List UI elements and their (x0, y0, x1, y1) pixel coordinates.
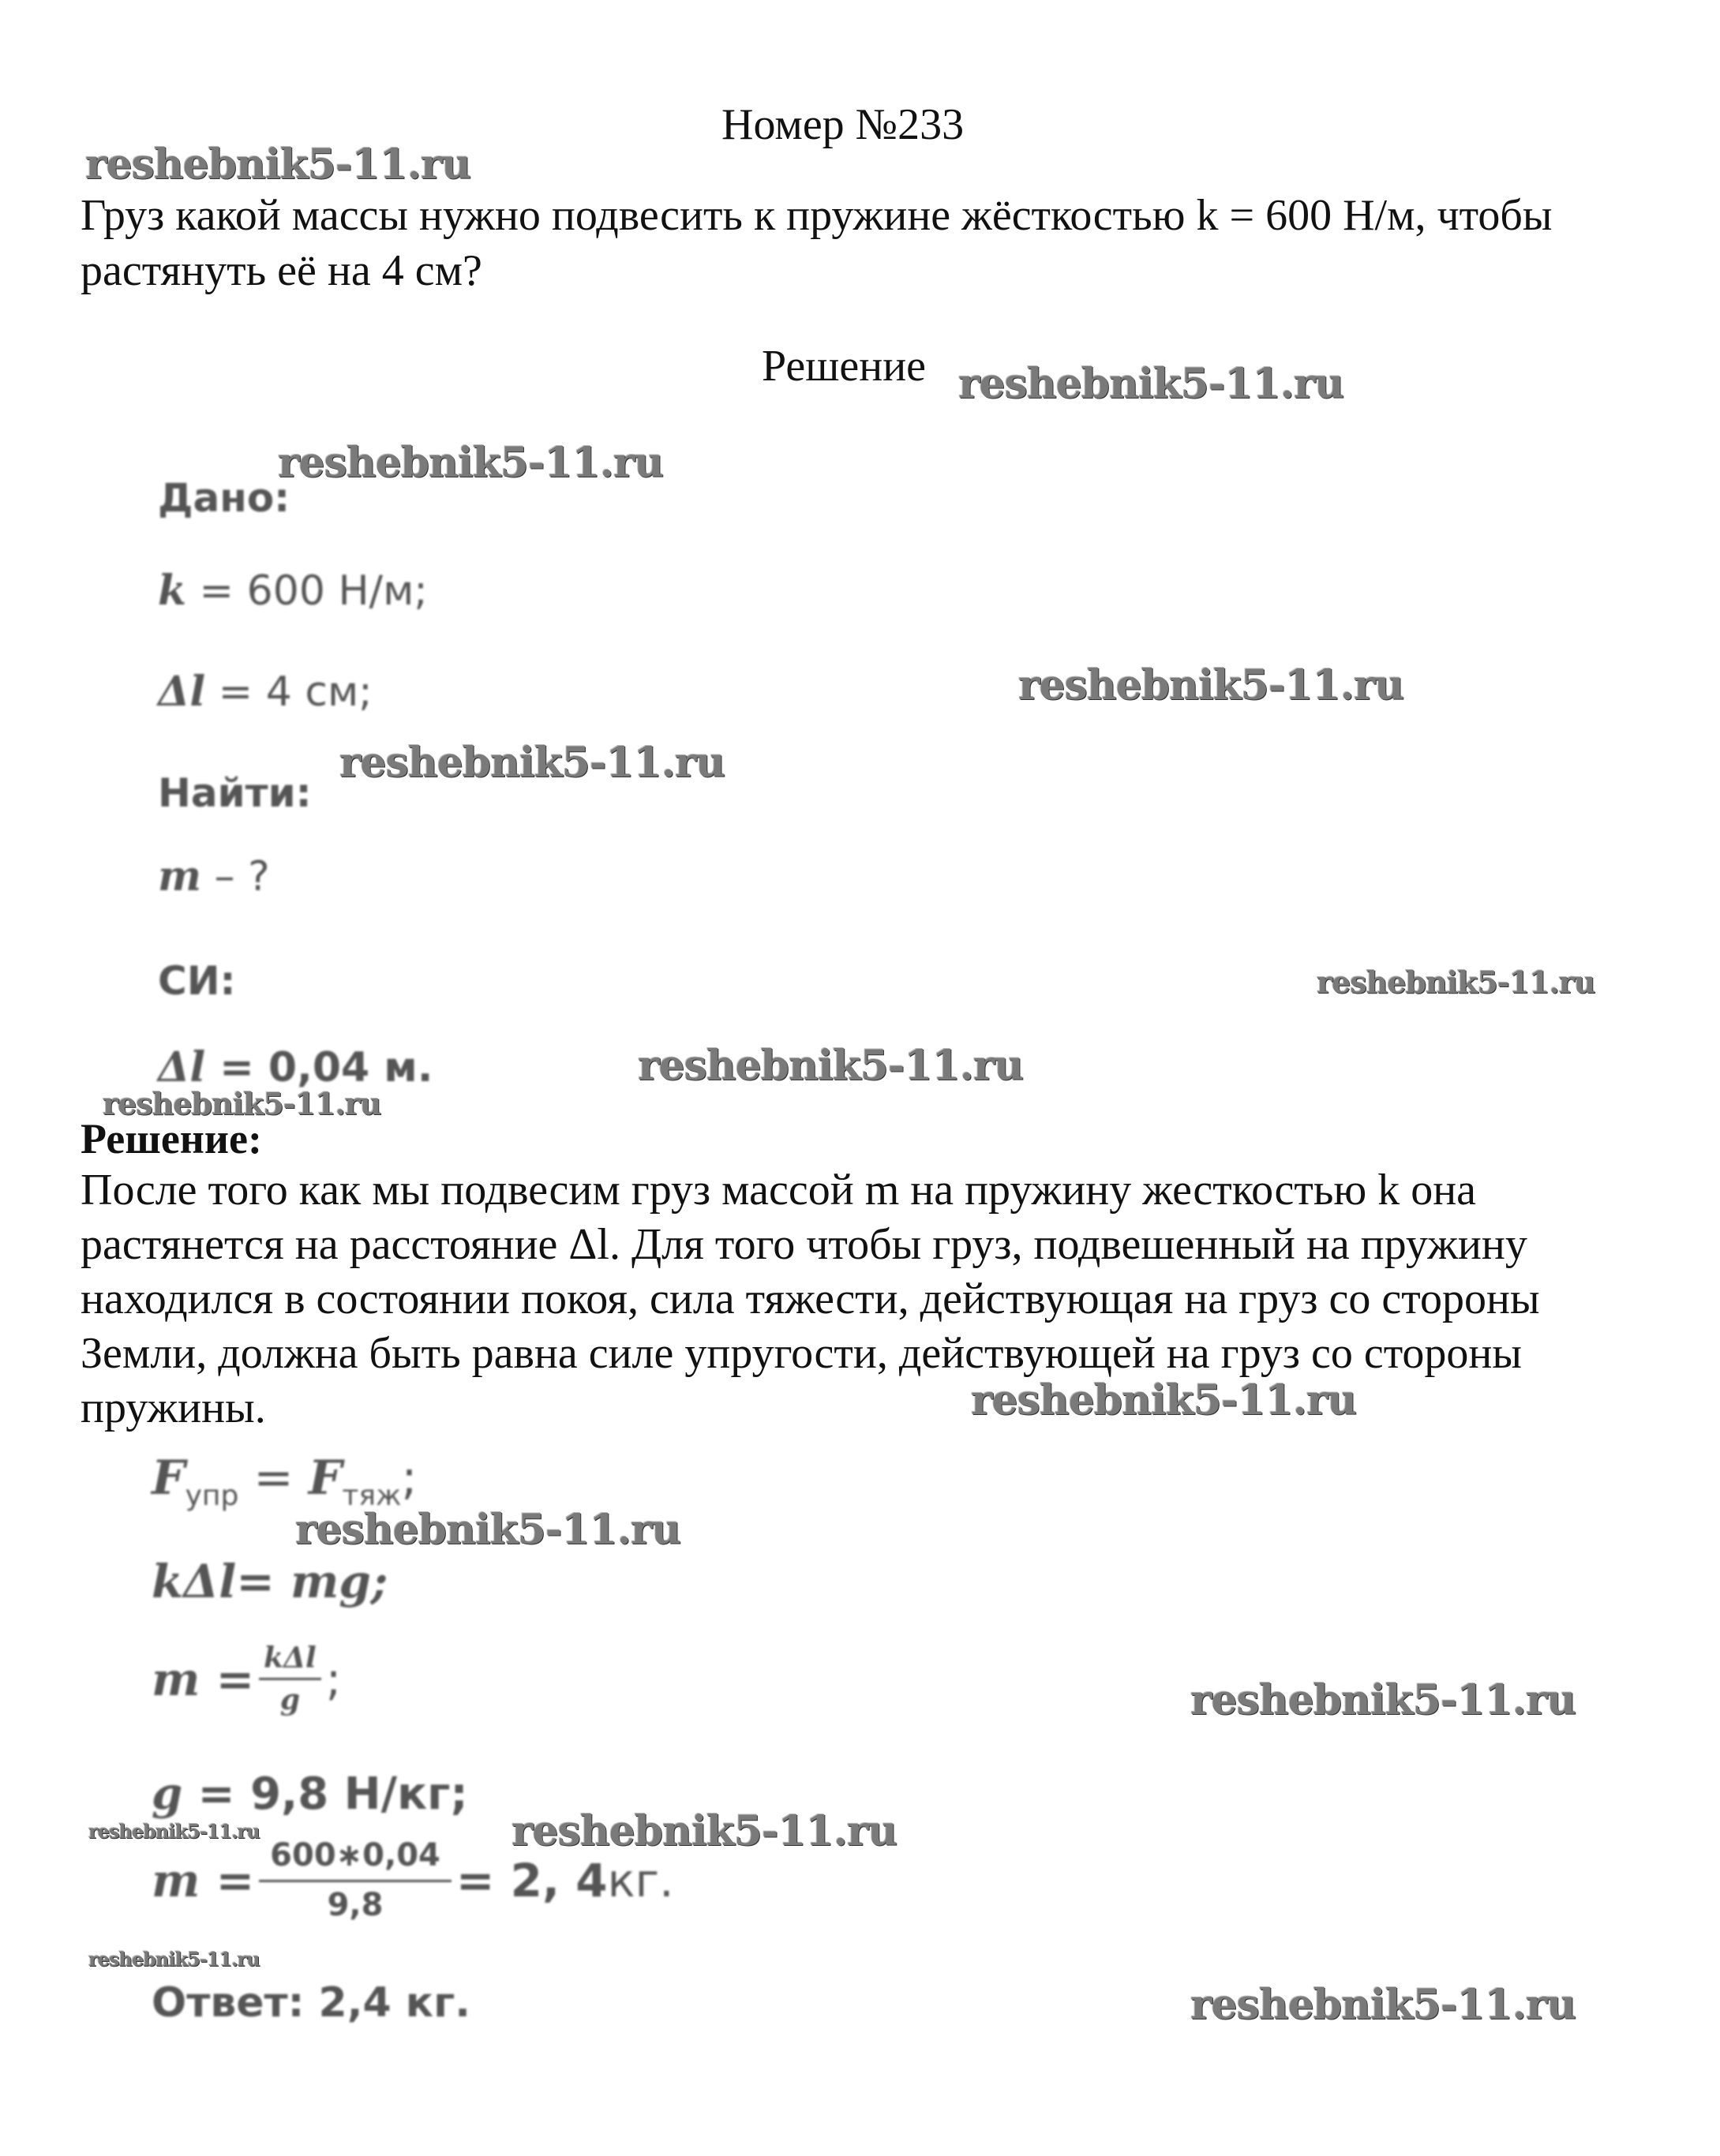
si-delta-l-value: = 0,04 м. (205, 1044, 433, 1091)
given-delta-l (158, 668, 373, 716)
watermark: reshebnik5-11.ru (88, 1948, 260, 1971)
formula-k-dl-mg: kΔl= mg; (152, 1555, 388, 1608)
fraction: $\frac{\text{kΔl}}{g}$ (259, 1641, 321, 1716)
page-title: Номер №233 (721, 100, 965, 149)
watermark: reshebnik5-11.ru (638, 1042, 1024, 1090)
si-label: СИ: (158, 958, 236, 1004)
formula-m-expression: m = $\frac{\text{kΔl}}{g}$ ; (152, 1641, 342, 1716)
si-delta-l (158, 1043, 433, 1091)
given-k (158, 567, 428, 615)
delta-l-symbol: Δl (158, 668, 206, 716)
solution-label: Решение: (81, 1115, 262, 1162)
watermark: reshebnik5-11.ru (103, 1086, 381, 1121)
find-m (158, 852, 270, 900)
given-label: Дано: (158, 475, 290, 521)
watermark: reshebnik5-11.ru (512, 1807, 897, 1855)
watermark: reshebnik5-11.ru (1317, 964, 1595, 1000)
answer-line: Ответ: 2,4 кг. (152, 1979, 470, 2027)
formula-m-result: m = $\frac{600∗0,04}{9,8}$ = 2, 4 кг. (152, 1837, 674, 1923)
si-delta-l-symbol: Δl (158, 1043, 206, 1091)
solution-paragraph: После того как мы подвесим груз массой m на пружину жесткостью k она растянется на расстояние Δl. Для того чтобы груз, подвешенный на пружину находился в состоянии покоя, сила тяжести, действующая на груз со стороны Земли, должна быть равна силе упругости, действующей на груз со стороны пружины. (81, 1166, 1540, 1432)
formula-g-value: g = 9,8 Н/кг; (152, 1768, 468, 1820)
fraction: $\frac{600∗0,04}{9,8}$ (259, 1837, 452, 1923)
formula-force-balance: $F_{упр} = F_{тяж}$; (152, 1450, 418, 1512)
watermark: reshebnik5-11.ru (295, 1506, 681, 1554)
delta-l-value: = 4 см; (205, 668, 373, 716)
watermark: reshebnik5-11.ru (88, 1820, 260, 1843)
watermark: reshebnik5-11.ru (1018, 661, 1404, 709)
watermark: reshebnik5-11.ru (958, 360, 1344, 408)
watermark: reshebnik5-11.ru (339, 739, 725, 787)
watermark: reshebnik5-11.ru (85, 140, 471, 189)
solution-heading: Решение (762, 342, 927, 391)
m-value: – ? (201, 853, 270, 900)
watermark: reshebnik5-11.ru (278, 439, 664, 487)
find-label: Найти: (158, 770, 312, 816)
watermark: reshebnik5-11.ru (971, 1376, 1357, 1424)
k-value: = 600 Н/м; (186, 567, 428, 615)
m-symbol: m (158, 852, 202, 900)
problem-statement: Груз какой массы нужно подвесить к пружине жёсткостью k = 600 Н/м, чтобы растянуть её на 4 см? (81, 191, 1553, 295)
watermark: reshebnik5-11.ru (1190, 1981, 1576, 2029)
watermark: reshebnik5-11.ru (1190, 1676, 1576, 1724)
k-symbol: k (158, 567, 187, 615)
